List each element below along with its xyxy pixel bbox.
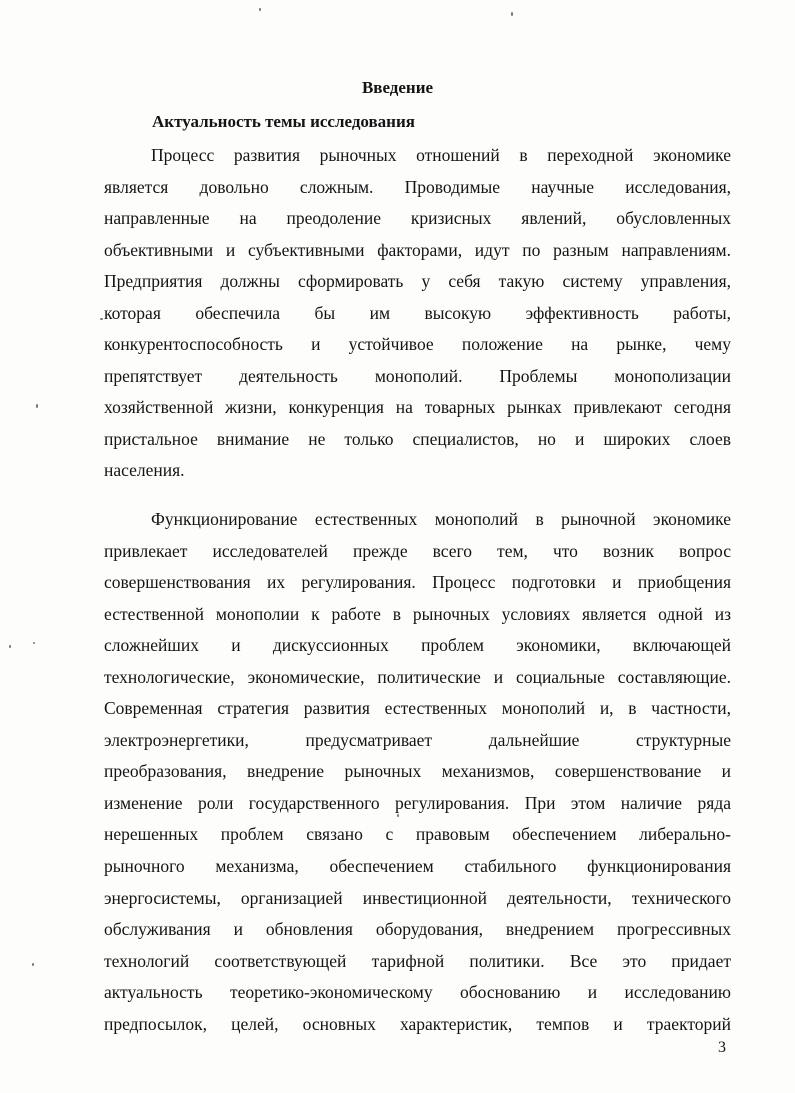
text-line: нерешенных проблем связано с правовым обеспечением либерально-	[104, 824, 731, 845]
text-line: предпосылок, целей, основных характеристик, темпов и траекторий	[104, 1013, 731, 1034]
paragraph-1	[104, 140, 731, 487]
text-line: конкурентоспособность и устойчивое положение на рынке, чему	[104, 334, 731, 355]
text-line: хозяйственной жизни, конкуренция на товарных рынках привлекают сегодня	[104, 397, 731, 418]
text-line: рыночного механизма, обеспечением стабильного функционирования	[104, 856, 731, 877]
text-line: сложнейших и дискуссионных проблем экономики, включающей	[104, 635, 731, 656]
text-line: Современная стратегия развития естественных монополий и, в частности,	[104, 698, 731, 719]
text-line: препятствует деятельность монополий. Проблемы монополизации	[104, 365, 731, 386]
body-text	[104, 140, 731, 1040]
text-line: Процесс развития рыночных отношений в переходной экономике	[151, 145, 731, 165]
text-line: является довольно сложным. Проводимые научные исследования,	[104, 176, 731, 197]
text-line: естественной монополии к работе в рыночных условиях является одной из	[104, 603, 731, 624]
section-subheading: Актуальность темы исследования	[152, 112, 415, 131]
text-line: обслуживания и обновления оборудования, внедрением прогрессивных	[104, 919, 731, 940]
scan-speck	[36, 404, 38, 408]
scan-speck	[33, 642, 35, 644]
text-line: пристальное внимание не только специалистов, но и широких слоев	[104, 428, 731, 449]
text-line: привлекает исследователей прежде всего тем, что возник вопрос	[104, 540, 731, 561]
text-line: населения.	[104, 460, 185, 481]
text-line: направленные на преодоление кризисных явлений, обусловленных	[104, 208, 731, 229]
text-line: преобразования, внедрение рыночных механизмов, совершенствование и	[104, 761, 731, 782]
text-line: актуальность теоретико-экономическому обоснованию и исследованию	[104, 982, 731, 1003]
text-line: Предприятия должны сформировать у себя такую систему управления,	[104, 271, 731, 292]
text-line: совершенствования их регулирования. Процесс подготовки и приобщения	[104, 572, 731, 593]
scan-speck	[511, 12, 513, 16]
paragraph-2	[104, 504, 731, 1040]
text-line: технологические, экономические, политические и социальные составляющие.	[104, 666, 731, 687]
text-line: объективными и субъективными факторами, идут по разным направлениям.	[104, 239, 731, 260]
paragraph-gap	[104, 487, 731, 504]
scan-speck	[100, 318, 103, 320]
text-line: электроэнергетики, предусматривает дальнейшие структурные	[104, 729, 731, 750]
scan-speck	[9, 645, 11, 648]
text-line: Функционирование естественных монополий в рыночной экономике	[151, 509, 731, 530]
text-line: изменение роли государственного регулирования. При этом наличие ряда	[104, 792, 731, 813]
scan-speck	[32, 963, 34, 966]
scan-speck	[259, 8, 261, 11]
section-heading: Введение	[361, 78, 434, 97]
page-number: 3	[718, 1039, 726, 1056]
text-line: которая обеспечила бы им высокую эффективность работы,	[104, 302, 731, 323]
scan-speck	[397, 814, 399, 817]
text-line: технологий соответствующей тарифной политики. Все это придает	[104, 950, 731, 971]
text-line: энергосистемы, организацией инвестиционной деятельности, технического	[104, 887, 731, 908]
